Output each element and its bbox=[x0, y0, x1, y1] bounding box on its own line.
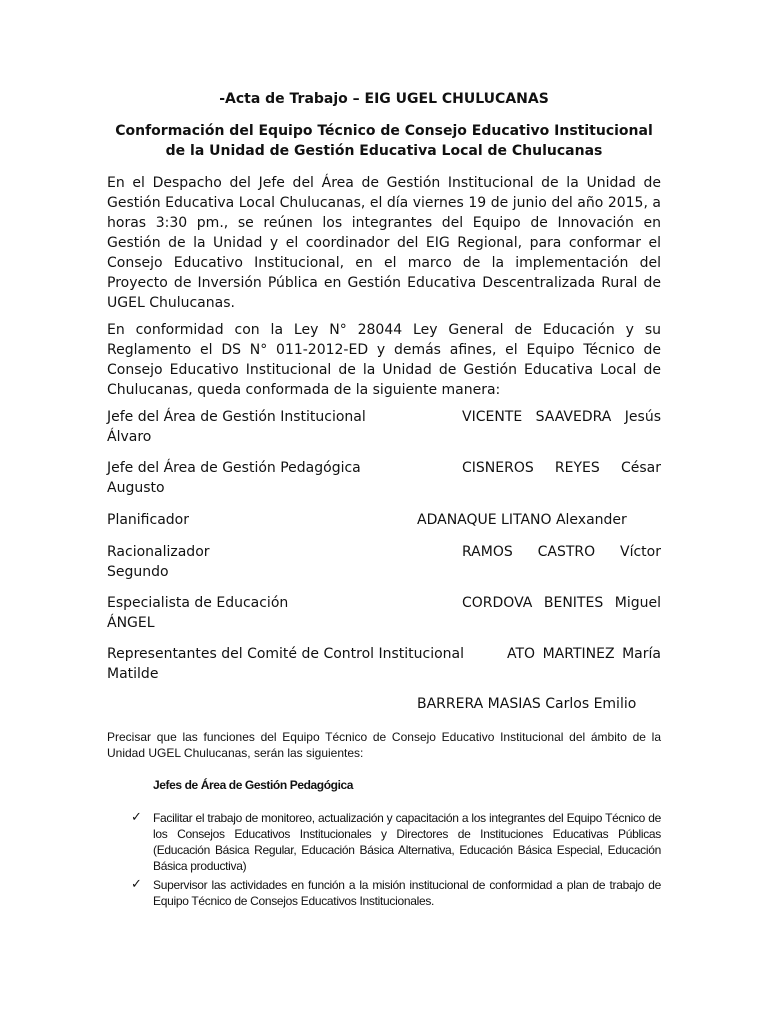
member-name: VICENTE SAAVEDRA Jesús bbox=[462, 409, 661, 425]
member-name: ATO MARTINEZ María bbox=[507, 646, 661, 662]
list-item bbox=[131, 877, 661, 909]
member-role: Representantes del Comité de Control Institucional bbox=[107, 646, 465, 662]
list-item bbox=[131, 810, 661, 874]
member-name-continued: Segundo bbox=[107, 564, 169, 580]
section-heading: Jefes de Área de Gestión Pedagógica bbox=[153, 778, 354, 792]
paragraph-conformity: En conformidad con la Ley N° 28044 Ley General de Educación y su Reglamento el DS N° 011-2012-ED y demás afines, el Equipo Técnico de Consejo Educativo Institucional de la Unidad de Gestión Educativa Local de Chulucanas, queda conformada de la siguiente manera: bbox=[107, 322, 661, 398]
member-role: Racionalizador bbox=[107, 544, 210, 560]
member-name: ADANAQUE LITANO Alexander bbox=[417, 512, 627, 528]
document-title: -Acta de Trabajo – EIG UGEL CHULUCANAS bbox=[219, 91, 549, 107]
member-name: RAMOS CASTRO Víctor bbox=[462, 544, 661, 560]
member-role: Planificador bbox=[107, 512, 189, 528]
member-role: Jefe del Área de Gestión Pedagógica bbox=[107, 460, 361, 476]
member-name-continued: Álvaro bbox=[107, 429, 152, 445]
check-mark-icon: ✓ bbox=[131, 810, 142, 825]
member-name-continued: Matilde bbox=[107, 666, 159, 682]
member-row bbox=[107, 593, 661, 633]
member-role: Especialista de Educación bbox=[107, 595, 289, 611]
document-subtitle: Conformación del Equipo Técnico de Consejo Educativo Institucional de la Unidad de Gestión Educativa Local de Chulucanas bbox=[115, 123, 653, 159]
functions-intro: Precisar que las funciones del Equipo Técnico de Consejo Educativo Institucional del ámbito de la Unidad UGEL Chulucanas, serán las siguientes: bbox=[107, 730, 661, 760]
member-name: CORDOVA BENITES Miguel bbox=[462, 595, 661, 611]
list-item-text: Supervisor las actividades en función a la misión institucional de conformidad a plan de trabajo de Equipo Técnico de Consejos Educativos Institucionales. bbox=[153, 878, 661, 908]
member-row bbox=[107, 458, 661, 498]
member-row bbox=[107, 407, 661, 447]
member-name-continued: Augusto bbox=[107, 480, 165, 496]
member-row bbox=[107, 644, 661, 684]
member-name-continued: ÁNGEL bbox=[107, 615, 155, 631]
paragraph-meeting: En el Despacho del Jefe del Área de Gestión Institucional de la Unidad de Gestión Educativa Local Chulucanas, el día viernes 19 de junio del año 2015, a horas 3:30 pm., se reúnen los integrantes del Equipo de Innovación en Gestión de la Unidad y el coordinador del EIG Regional, para conformar el Consejo Educativo Institucional, en el marco de la implementación del Proyecto de Inversión Pública en Gestión Educativa Descentralizada Rural de UGEL Chulucanas. bbox=[107, 175, 661, 311]
list-item-text: Facilitar el trabajo de monitoreo, actualización y capacitación a los integrantes del Equipo Técnico de los Consejos Educativos Institucionales y Directores de Instituciones Educativas Públicas (Educación Básica Regular, Educación Básica Alternativa, Educación Básica Especial, Educación Básica productiva) bbox=[153, 811, 661, 873]
check-mark-icon: ✓ bbox=[131, 877, 142, 892]
extra-member-name: BARRERA MASIAS Carlos Emilio bbox=[417, 696, 637, 712]
member-row bbox=[107, 542, 661, 582]
member-name: CISNEROS REYES César bbox=[462, 460, 661, 476]
member-role: Jefe del Área de Gestión Institucional bbox=[107, 409, 366, 425]
